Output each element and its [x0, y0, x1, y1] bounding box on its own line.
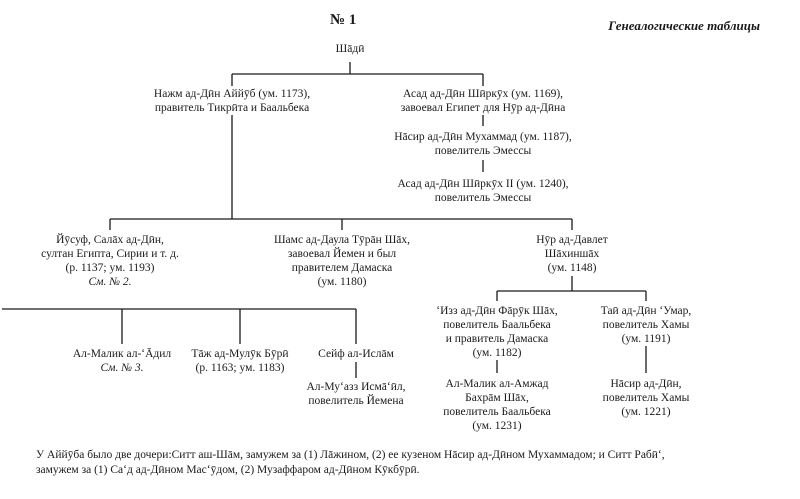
cross-reference: См. № 3.: [100, 362, 144, 374]
table-number: № 1: [330, 12, 357, 28]
node-line: Шāдӣ: [335, 43, 365, 55]
node-line: Асад ад-Дӣн Шӣркӯх (ум. 1169),: [402, 88, 564, 100]
node-shirkuh2: [397, 177, 568, 205]
node-line: Ал-Муʻазз Исмāʻӣл,: [306, 381, 406, 393]
footnote-line: У Аййӯба было две дочери:Ситт аш-Шāм, замужем за (1) Лāжином, (2) ее кузеном Нāсир ад-Дӣном Мухаммадом; и Ситт Рабӣʻ,: [36, 449, 665, 461]
node-ayyub: [154, 87, 310, 115]
node-line: Нажм ад-Дӣн Аййӯб (ум. 1173),: [153, 88, 311, 100]
node-taqi-umar: [601, 304, 692, 346]
node-line: повелитель Йемена: [308, 395, 404, 407]
node-line: (ум. 1182): [472, 347, 522, 359]
footnote-line: замужем за (1) Саʻд ад-Дӣном Масʻӯдом, (2) Музаффаром ад-Дӣном Кӯкбӯрӣ.: [36, 464, 420, 476]
node-sayf-islam: [318, 347, 394, 361]
node-line: Нāсир ад-Дӣн Мухаммад (ум. 1187),: [394, 131, 572, 143]
node-line: Таӣ ад-Дӣн ʻУмар,: [600, 305, 692, 317]
node-line: (р. 1137; ум. 1193): [65, 262, 155, 274]
node-line: завоевал Египет для Нӯр ад-Дӣна: [400, 102, 566, 114]
node-shadhi: [336, 42, 365, 56]
section-title: Генеалогические таблицы: [608, 18, 760, 33]
node-amjad: [443, 377, 550, 433]
node-line: (ум. 1221): [621, 406, 671, 418]
node-line: повелитель Хамы: [602, 319, 690, 331]
node-taj-muluk: [191, 347, 288, 375]
node-line: Бахрāм Шāх,: [465, 392, 529, 404]
footnote: [36, 448, 776, 478]
node-line: (ум. 1148): [547, 262, 597, 274]
node-nasir-muhammad: [394, 130, 572, 158]
node-line: Ал-Малик ал-ʻĀдил: [72, 348, 172, 360]
node-izz-farrukh: [436, 304, 558, 360]
node-line: завоевал Йемен и был: [287, 248, 397, 260]
node-line: Тāж ад-Мулӯк Бӯрӣ: [191, 348, 289, 360]
node-line: Асад ад-Дӣн Шӣркӯх II (ум. 1240),: [397, 178, 569, 190]
node-yusuf: [41, 233, 179, 289]
node-line: правителем Дамаска: [291, 262, 393, 274]
node-line: повелитель Баальбека: [443, 319, 551, 331]
node-line: Ал-Малик ал-Амжад: [445, 378, 549, 390]
node-line: (ум. 1180): [317, 276, 367, 288]
node-line: повелитель Эмессы: [434, 145, 532, 157]
node-line: ʻИзз ад-Дӣн Фāрӯк Шāх,: [436, 305, 558, 317]
node-line: Нӯр ад-Давлет: [536, 234, 608, 246]
node-line: повелитель Баальбека: [443, 406, 551, 418]
node-adil: [73, 347, 171, 375]
node-line: повелитель Эмессы: [434, 192, 532, 204]
node-line: Сейф ал-Ислāм: [318, 348, 394, 360]
node-line: султан Египта, Сирии и т. д.: [41, 248, 179, 260]
node-line: правитель Тикрӣта и Баальбека: [154, 102, 310, 114]
node-line: (ум. 1231): [472, 420, 522, 432]
cross-reference: См. № 2.: [88, 276, 132, 288]
node-line: Шамс ад-Даула Тӯрāн Шāх,: [273, 234, 411, 246]
node-line: (ум. 1191): [621, 333, 671, 345]
node-nur-dawla: [536, 233, 608, 275]
node-line: Шāхиншāх: [544, 248, 600, 260]
node-nasir-hama: [603, 377, 690, 419]
node-line: повелитель Хамы: [602, 392, 690, 404]
node-line: и правитель Дамаска: [445, 333, 549, 345]
node-muizz: [307, 380, 406, 408]
node-line: Йӯсуф, Салāх ад-Дӣн,: [56, 234, 164, 246]
node-turanshah: [274, 233, 410, 289]
node-line: (р. 1163; ум. 1183): [195, 362, 285, 374]
node-line: Нāсир ад-Дӣн,: [610, 378, 682, 390]
node-shirkuh1: [401, 87, 566, 115]
